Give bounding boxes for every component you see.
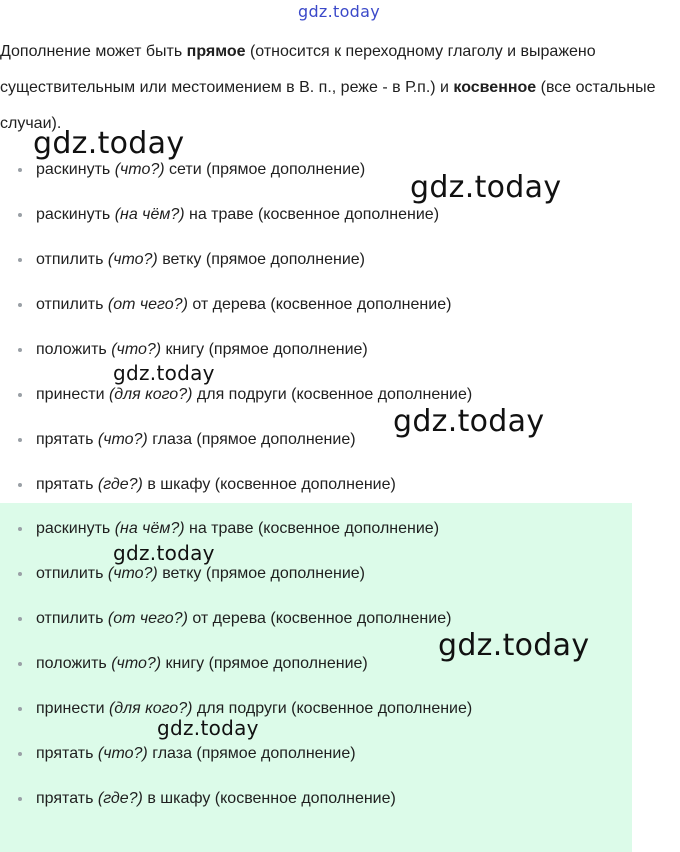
- bullet-icon: [18, 707, 22, 711]
- object-text: на траве (косвенное дополнение): [189, 520, 440, 537]
- watermark: gdz.today: [113, 361, 215, 385]
- verb: принести: [36, 700, 105, 717]
- object-text: глаза (прямое дополнение): [152, 431, 356, 448]
- object-text: книгу (прямое дополнение): [165, 341, 368, 358]
- question: (что?): [107, 251, 158, 268]
- verb: раскинуть: [36, 161, 111, 178]
- object-text: книгу (прямое дополнение): [165, 655, 368, 672]
- list-item: [0, 204, 472, 249]
- bullet-icon: [18, 752, 22, 756]
- object-text: от дерева (косвенное дополнение): [192, 296, 452, 313]
- list-item: [0, 518, 472, 563]
- question: (на чём?): [114, 520, 185, 537]
- list-item: [0, 159, 472, 204]
- bullet-icon: [18, 348, 22, 352]
- bullet-icon: [18, 617, 22, 621]
- verb: прятать: [36, 431, 94, 448]
- question: (где?): [97, 476, 143, 493]
- intro-text-2: (относится к переходному глаголу и выражено существительным или местоимением в В. п., реже - в Р.п.) и: [0, 43, 596, 96]
- list-item: [0, 249, 472, 294]
- bullet-icon: [18, 213, 22, 217]
- watermark: gdz.today: [157, 716, 259, 740]
- question: (где?): [97, 790, 143, 807]
- highlighted-examples-list: [0, 518, 472, 833]
- verb: положить: [36, 341, 107, 358]
- list-item: [0, 294, 472, 339]
- verb: раскинуть: [36, 520, 111, 537]
- bullet-icon: [18, 797, 22, 801]
- verb: отпилить: [36, 565, 104, 582]
- object-text: глаза (прямое дополнение): [152, 745, 356, 762]
- question: (что?): [114, 161, 165, 178]
- verb: прятать: [36, 745, 94, 762]
- question: (что?): [107, 565, 158, 582]
- verb: раскинуть: [36, 206, 111, 223]
- bullet-icon: [18, 662, 22, 666]
- intro-text-1: Дополнение может быть: [0, 43, 187, 60]
- bullet-icon: [18, 483, 22, 487]
- list-item: [0, 608, 472, 653]
- question: (на чём?): [114, 206, 185, 223]
- watermark: gdz.today: [33, 126, 185, 161]
- watermark: gdz.today: [410, 170, 562, 205]
- watermark: gdz.today: [438, 628, 590, 663]
- list-item: [0, 653, 472, 698]
- question: (для кого?): [108, 700, 193, 717]
- bullet-icon: [18, 572, 22, 576]
- watermark: gdz.today: [113, 541, 215, 565]
- intro-text-3: (все остальные случаи).: [0, 79, 656, 132]
- term-indirect: косвенное: [453, 79, 537, 96]
- object-text: на траве (косвенное дополнение): [189, 206, 440, 223]
- question: (для кого?): [108, 386, 193, 403]
- object-text: ветку (прямое дополнение): [162, 251, 365, 268]
- question: (что?): [111, 655, 162, 672]
- bullet-icon: [18, 527, 22, 531]
- question: (что?): [97, 431, 148, 448]
- bullet-icon: [18, 393, 22, 397]
- object-text: сети (прямое дополнение): [169, 161, 366, 178]
- list-item: [0, 788, 472, 833]
- bullet-icon: [18, 303, 22, 307]
- question: (от чего?): [107, 296, 188, 313]
- verb: принести: [36, 386, 105, 403]
- bullet-icon: [18, 168, 22, 172]
- verb: прятать: [36, 476, 94, 493]
- watermark-top: gdz.today: [298, 2, 380, 21]
- question: (что?): [97, 745, 148, 762]
- examples-list: [0, 159, 472, 519]
- watermark: gdz.today: [393, 404, 545, 439]
- verb: отпилить: [36, 610, 104, 627]
- verb: положить: [36, 655, 107, 672]
- list-item: [0, 743, 472, 788]
- term-direct: прямое: [186, 43, 246, 60]
- verb: прятать: [36, 790, 94, 807]
- object-text: от дерева (косвенное дополнение): [192, 610, 452, 627]
- verb: отпилить: [36, 251, 104, 268]
- object-text: ветку (прямое дополнение): [162, 565, 365, 582]
- list-item: [0, 339, 472, 384]
- verb: отпилить: [36, 296, 104, 313]
- object-text: в шкафу (косвенное дополнение): [147, 476, 396, 493]
- question: (что?): [111, 341, 162, 358]
- object-text: в шкафу (косвенное дополнение): [147, 790, 396, 807]
- object-text: для подруги (косвенное дополнение): [196, 386, 473, 403]
- object-text: для подруги (косвенное дополнение): [196, 700, 473, 717]
- bullet-icon: [18, 258, 22, 262]
- bullet-icon: [18, 438, 22, 442]
- question: (от чего?): [107, 610, 188, 627]
- list-item: [0, 563, 472, 608]
